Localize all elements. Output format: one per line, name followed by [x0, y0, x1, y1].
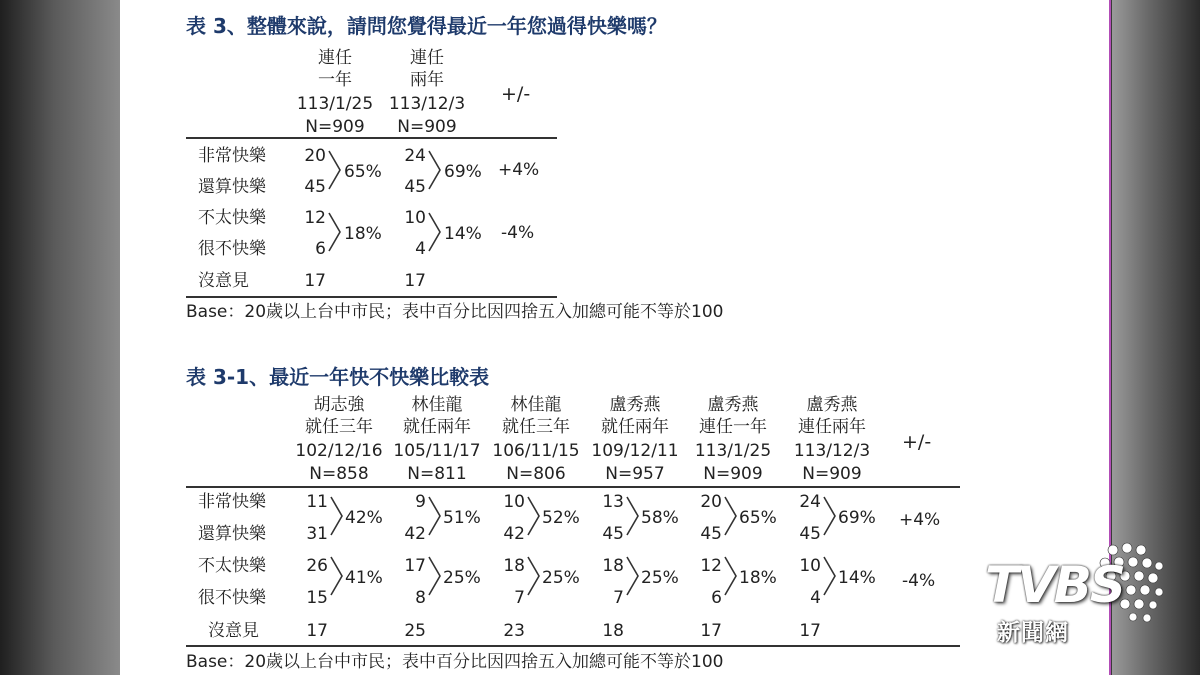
- table3-col1-date: 113/1/25: [296, 94, 374, 114]
- table31-col-header-n: N=806: [506, 464, 566, 484]
- table3-row-label: 很不快樂: [198, 239, 266, 259]
- table3-col1-n: N=909: [305, 117, 365, 137]
- table3-row-label: 不太快樂: [198, 208, 266, 228]
- table31-cell: 31: [306, 524, 328, 544]
- table31-col-header-term: 就任兩年: [601, 417, 669, 437]
- table3-cell: 20: [304, 146, 326, 166]
- table31-brace: [330, 556, 344, 596]
- table31-col-header-n: N=858: [309, 464, 369, 484]
- table31-col-header-term: 連任兩年: [798, 417, 866, 437]
- table31-happy-total: 65%: [739, 508, 777, 528]
- table31-header-rule: [186, 486, 960, 488]
- table31-cell: 17: [404, 556, 426, 576]
- table31-brace: [626, 496, 640, 536]
- table3-unhappy-total: 14%: [444, 224, 482, 244]
- table31-cell: 26: [306, 556, 328, 576]
- table31-cell: 7: [613, 588, 624, 608]
- table31-col-header-n: N=909: [703, 464, 763, 484]
- table31-cell: 11: [306, 492, 328, 512]
- table31-brace: [724, 496, 738, 536]
- video-background-left: [0, 0, 120, 675]
- table31-col-header-date: 102/12/16: [295, 441, 383, 461]
- table31-row-label: 很不快樂: [198, 588, 266, 608]
- table31-col-header-term: 就任三年: [305, 417, 373, 437]
- table3-cell: 24: [404, 146, 426, 166]
- table31-col-header-n: N=957: [605, 464, 665, 484]
- table31-brace: [527, 556, 541, 596]
- table31-col-header-name: 盧秀燕: [609, 395, 661, 415]
- table3-brace: [328, 150, 342, 190]
- table3-diff-header: +/-: [501, 83, 531, 105]
- table3-happy-total: 65%: [344, 162, 382, 182]
- table3-base-note: Base：20歲以上台中市民；表中百分比因四捨五入加總可能不等於100: [186, 302, 724, 322]
- table31-cell: 10: [503, 492, 525, 512]
- table31-cell: 18: [602, 556, 624, 576]
- table31-cell: 25: [404, 621, 426, 641]
- logo-sub-text: 新聞網: [997, 620, 1069, 646]
- table31-happy-total: 69%: [838, 508, 876, 528]
- table31-cell: 24: [799, 492, 821, 512]
- table31-row-label: 非常快樂: [198, 492, 266, 512]
- table3-col1-line1: 連任: [318, 48, 352, 68]
- table3-happy-total: 69%: [444, 162, 482, 182]
- table3-col2-line2: 兩年: [410, 70, 444, 90]
- document-page: [120, 0, 1109, 675]
- table3-col2-line1: 連任: [410, 48, 444, 68]
- table31-cell: 45: [799, 524, 821, 544]
- table31-cell: 42: [404, 524, 426, 544]
- table31-col-header-n: N=811: [407, 464, 467, 484]
- table31-brace: [823, 496, 837, 536]
- table31-cell: 10: [799, 556, 821, 576]
- table31-cell: 17: [700, 621, 722, 641]
- table31-cell: 45: [602, 524, 624, 544]
- table3-cell: 4: [415, 239, 426, 259]
- table31-brace: [724, 556, 738, 596]
- table31-unhappy-diff: -4%: [902, 571, 936, 591]
- table31-col-header-name: 盧秀燕: [806, 395, 858, 415]
- table3-cell: 17: [304, 271, 326, 291]
- table31-cell: 17: [306, 621, 328, 641]
- table31-diff-header: +/-: [902, 431, 932, 453]
- table31-cell: 45: [700, 524, 722, 544]
- table3-brace: [428, 150, 442, 190]
- table31-col-header-date: 105/11/17: [393, 441, 481, 461]
- table31-brace: [428, 496, 442, 536]
- table3-cell: 45: [404, 177, 426, 197]
- table31-row-label: 不太快樂: [198, 556, 266, 576]
- table31-cell: 20: [700, 492, 722, 512]
- table31-cell: 17: [799, 621, 821, 641]
- table31-brace: [527, 496, 541, 536]
- table31-col-header-name: 林佳龍: [411, 395, 463, 415]
- table3-cell: 12: [304, 208, 326, 228]
- table31-happy-total: 42%: [345, 508, 383, 528]
- table31-base-note: Base：20歲以上台中市民；表中百分比因四捨五入加總可能不等於100: [186, 652, 724, 672]
- table31-unhappy-total: 18%: [739, 568, 777, 588]
- table31-happy-total: 51%: [443, 508, 481, 528]
- table31-row-label: 沒意見: [208, 621, 259, 641]
- table31-col-header-term: 就任兩年: [403, 417, 471, 437]
- table31-cell: 15: [306, 588, 328, 608]
- table31-happy-total: 58%: [641, 508, 679, 528]
- table31-cell: 4: [810, 588, 821, 608]
- table31-cell: 13: [602, 492, 624, 512]
- table31-bottom-rule: [186, 645, 960, 647]
- table31-col-header-date: 113/1/25: [694, 441, 772, 461]
- table31-col-header-name: 盧秀燕: [707, 395, 759, 415]
- table3-bottom-rule: [186, 296, 557, 298]
- table3-happy-diff: +4%: [498, 160, 540, 180]
- table31-cell: 6: [711, 588, 722, 608]
- table3-row-label: 還算快樂: [198, 177, 266, 197]
- table3-header-rule: [186, 137, 557, 139]
- table3-col1-line2: 一年: [318, 70, 352, 90]
- table31-col-header-date: 113/12/3: [793, 441, 871, 461]
- table3-unhappy-total: 18%: [344, 224, 382, 244]
- table31-cell: 7: [514, 588, 525, 608]
- table31-brace: [428, 556, 442, 596]
- table31-happy-diff: +4%: [899, 510, 941, 530]
- table31-cell: 12: [700, 556, 722, 576]
- table3-col2-date: 113/12/3: [388, 94, 466, 114]
- table31-brace: [626, 556, 640, 596]
- table31-happy-total: 52%: [542, 508, 580, 528]
- table31-col-header-n: N=909: [802, 464, 862, 484]
- table3-cell: 45: [304, 177, 326, 197]
- tvbs-news-logo: [985, 540, 1175, 650]
- table31-col-header-name: 胡志強: [313, 395, 365, 415]
- table31-col-header-date: 106/11/15: [492, 441, 580, 461]
- table31-cell: 8: [415, 588, 426, 608]
- table31-unhappy-total: 25%: [443, 568, 481, 588]
- table3-row-label: 沒意見: [198, 271, 249, 291]
- table3-brace: [328, 212, 342, 252]
- table31-cell: 23: [503, 621, 525, 641]
- table31-title: 表 3-1、最近一年快不快樂比較表: [186, 365, 490, 389]
- table31-cell: 18: [602, 621, 624, 641]
- table3-cell: 6: [315, 239, 326, 259]
- table31-col-header-name: 林佳龍: [510, 395, 562, 415]
- table31-col-header-term: 就任三年: [502, 417, 570, 437]
- table3-brace: [428, 212, 442, 252]
- table31-cell: 42: [503, 524, 525, 544]
- logo-brand-text: TVBS: [985, 556, 1124, 614]
- table31-unhappy-total: 41%: [345, 568, 383, 588]
- table31-unhappy-total: 14%: [838, 568, 876, 588]
- table31-brace: [330, 496, 344, 536]
- table3-unhappy-diff: -4%: [501, 223, 535, 243]
- table31-brace: [823, 556, 837, 596]
- table31-cell: 18: [503, 556, 525, 576]
- table31-unhappy-total: 25%: [641, 568, 679, 588]
- table3-col2-n: N=909: [397, 117, 457, 137]
- table3-row-label: 非常快樂: [198, 146, 266, 166]
- table31-cell: 9: [415, 492, 426, 512]
- table3-cell: 17: [404, 271, 426, 291]
- table31-unhappy-total: 25%: [542, 568, 580, 588]
- table3-cell: 10: [404, 208, 426, 228]
- table31-col-header-term: 連任一年: [699, 417, 767, 437]
- table31-row-label: 還算快樂: [198, 524, 266, 544]
- table31-col-header-date: 109/12/11: [591, 441, 679, 461]
- table3-title: 表 3、整體來說，請問您覺得最近一年您過得快樂嗎？: [186, 14, 667, 38]
